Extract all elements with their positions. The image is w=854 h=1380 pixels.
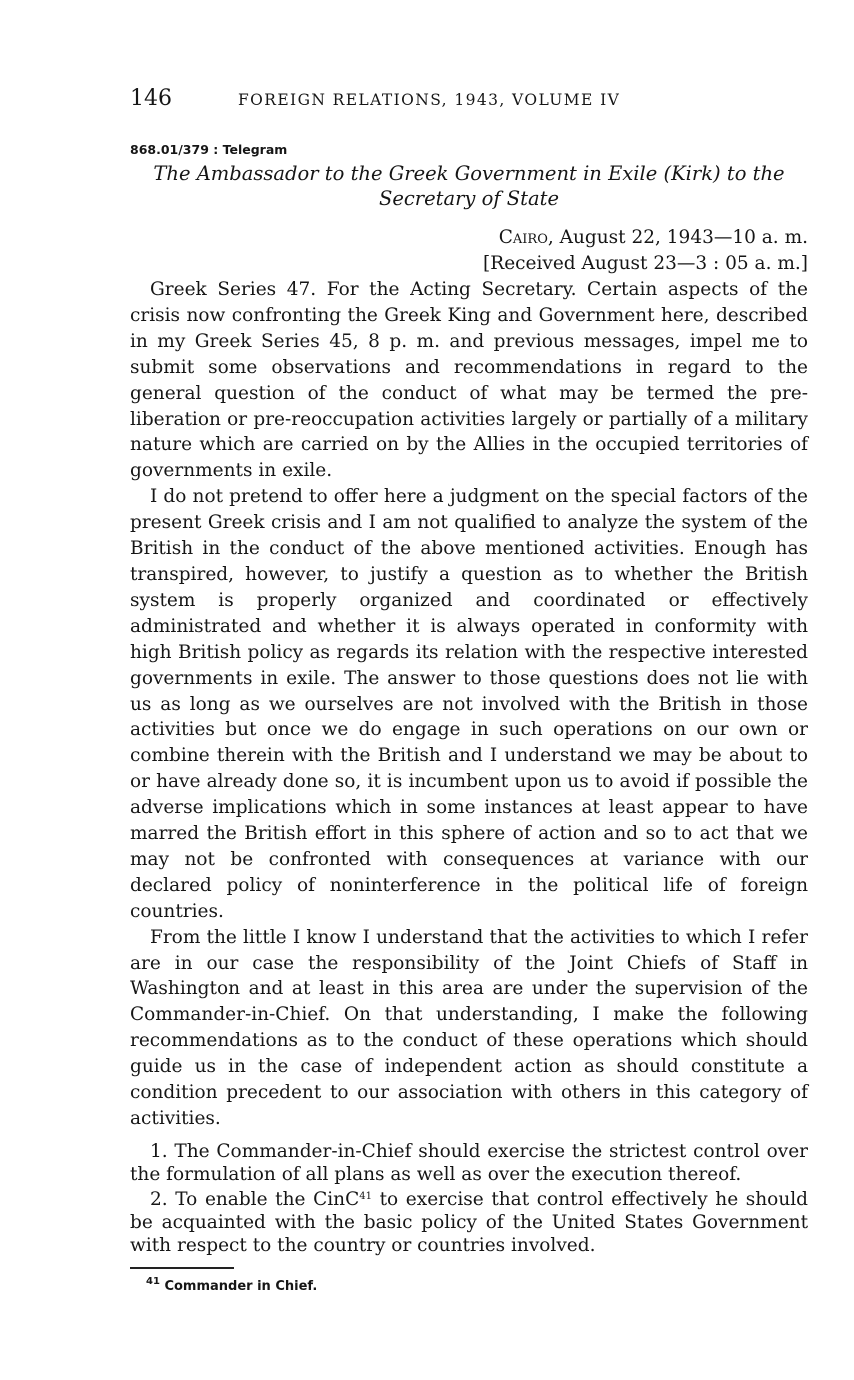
recommendation-2-rest: to exercise that control effectively he should be acquainted with the basic policy of the United States Government with respect to the country or countries involved. bbox=[130, 1188, 808, 1256]
dateline bbox=[130, 225, 808, 277]
footnote-divider bbox=[130, 1267, 234, 1269]
footnote-reference: 41 bbox=[359, 1190, 372, 1202]
page-number: 146 bbox=[130, 86, 172, 111]
dateline-received: [Received August 23—3 : 05 a. m.] bbox=[483, 253, 808, 274]
paragraph-3: From the little I know I understand that the activities to which I refer are in our case the responsibility of the Joint Chiefs of Staff in Washington and at least in this area are under the supervision of the Commander-in-Chief. On that understanding, I make the following recommendations as to the conduct of these operations which should guide us in the case of independent action as should constitute a condition precedent to our association with others in this category of activities. bbox=[130, 926, 808, 1129]
recommendation-2 bbox=[130, 1188, 808, 1257]
document-title bbox=[130, 161, 808, 211]
document-title-line-1: The Ambassador to the Greek Government in Exile (Kirk) to the bbox=[153, 162, 785, 185]
recommendation-1: 1. The Commander-in-Chief should exercise the strictest control over the formulation of all plans as well as over the execution thereof. bbox=[130, 1140, 808, 1185]
paragraph-2: I do not pretend to offer here a judgment on the special factors of the present Greek crisis and I am not qualified to analyze the system of the British in the conduct of the above mentioned activities. Enough has transpired, however, to justify a question as to whether the British system is properly organized and coordinated or effectively administrated and whether it is always operated in conformity with high British policy as regards its relation with the respective interested governments in exile. The answer to those questions does not lie with us as long as we ourselves are not involved with the British in those activities but once we do engage in such operations on our own or combine therein with the British and I understand we may be about to or have already done so, it is incumbent upon us to avoid if possible the adverse implications which in some instances at least appear to have marred the British effort in this sphere of action and so to act that we may not be confronted with consequences at variance with our declared policy of noninterference in the political life of foreign countries. bbox=[130, 486, 808, 922]
running-head bbox=[130, 86, 808, 122]
footnote-text: Commander in Chief. bbox=[159, 1278, 318, 1294]
running-title: FOREIGN RELATIONS, 1943, VOLUME IV bbox=[238, 91, 621, 109]
recommendation-2-start: 2. To enable the CinC bbox=[150, 1188, 360, 1210]
dateline-date: , August 22, 1943—10 a. m. bbox=[547, 227, 808, 248]
file-reference: 868.01/379 : Telegram bbox=[130, 142, 288, 157]
dateline-place: Cairo bbox=[498, 227, 548, 248]
telegram-body bbox=[130, 277, 808, 1132]
footnote bbox=[130, 1275, 808, 1294]
paragraph-1: Greek Series 47. For the Acting Secretary. Certain aspects of the crisis now confronting the Greek King and Government here, described in my Greek Series 45, 8 p. m. and previous messages, impel me to submit some observations and recommendations in regard to the general question of the conduct of what may be termed the pre-liberation or pre-reoccupation activities largely or partially of a military nature which are carried on by the Allies in the occupied territories of governments in exile. bbox=[130, 279, 808, 482]
dateline-sent bbox=[130, 225, 808, 251]
document-title-line-2: Secretary of State bbox=[378, 187, 560, 210]
recommendations-list bbox=[130, 1140, 808, 1257]
footnote-mark: 41 bbox=[146, 1275, 160, 1287]
